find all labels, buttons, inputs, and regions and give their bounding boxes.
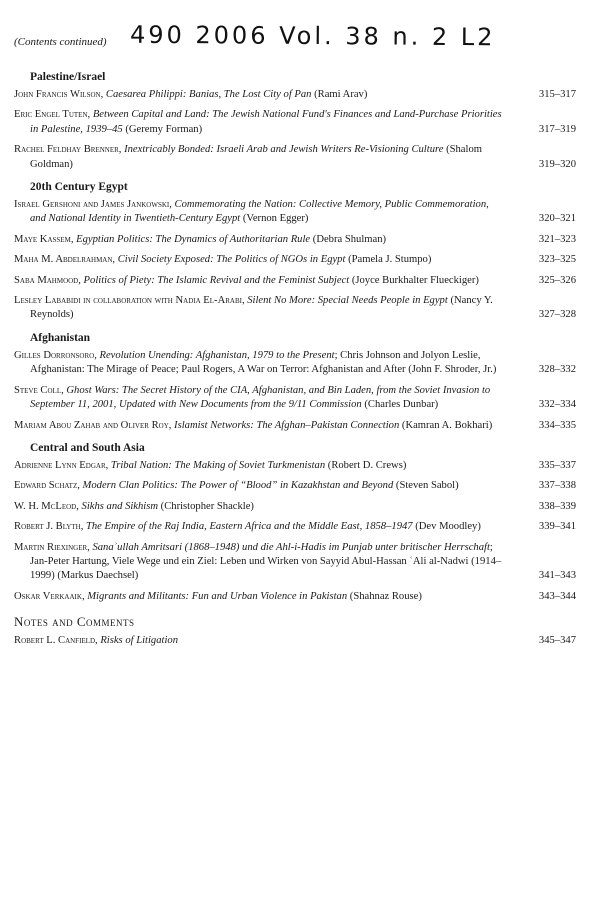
entry-separator: , (77, 480, 83, 492)
entry-rest: (Rami Arav) (311, 89, 368, 100)
entry-author: Robert L. Canfield (14, 635, 96, 647)
entry-pages: 328–332 (538, 364, 576, 376)
entry-text (14, 233, 506, 247)
entry-title: Sikhs and Sikhism (81, 500, 159, 512)
entry-pages: 327–328 (538, 309, 576, 321)
toc-entry (14, 349, 586, 378)
entry-pages: 323–325 (538, 254, 576, 266)
toc-entry (14, 634, 586, 648)
entry-author: Lesley Lababidi in collaboration with Nadia El-Arabi (14, 295, 242, 307)
entry-rest: (Christopher Shackle) (158, 500, 254, 512)
entry-separator: , (118, 144, 125, 156)
entry-title: Sanaʾullah Amritsari (1868–1948) und die Ahl-i-Hadis im Punjab unter britischer Herrschaft (92, 541, 490, 553)
entry-separator: , (87, 541, 93, 553)
entry-pages: 338–339 (538, 500, 576, 512)
entry-rest: (Geremy Forman) (122, 123, 203, 135)
section-heading: Palestine/Israel (30, 71, 106, 83)
entry-separator: , (95, 635, 101, 647)
entry-separator: , (81, 590, 88, 602)
toc-entry (14, 384, 586, 413)
entry-text (14, 479, 506, 493)
entry-pages: 325–326 (538, 274, 576, 286)
entry-author: W. H. McLeod (14, 500, 77, 512)
toc-entry (14, 479, 586, 493)
table-of-contents (14, 70, 586, 655)
entry-author: Mariam Abou Zahab and Oliver Roy (14, 419, 169, 431)
section-heading: 20th Century Egypt (30, 181, 128, 194)
entry-text (14, 294, 506, 323)
toc-entry (14, 419, 586, 433)
entry-title: Risks of Litigation (100, 635, 179, 647)
entry-author: Eric Engel Tuten (14, 109, 88, 121)
entry-separator: , (100, 89, 106, 100)
entry-pages: 319–320 (538, 158, 576, 170)
entry-title: Migrants and Militants: Fun and Urban Violence in Pakistan (87, 590, 348, 602)
entry-author: Gilles Dorronsoro (14, 349, 95, 361)
entry-text (14, 520, 506, 534)
entry-separator: , (78, 274, 84, 286)
entry-pages: 345–347 (538, 635, 576, 647)
entry-title: Silent No More: Special Needs People in Egypt (247, 295, 448, 307)
toc-entry (14, 253, 586, 267)
entry-rest: (Shalom Goldman) (30, 144, 482, 170)
toc-entry (14, 274, 586, 288)
entry-separator: , (169, 199, 175, 211)
entry-pages: 315–317 (538, 89, 576, 100)
entry-title: Commemorating the Nation: Collective Memory, Public Commemoration, and National Identity in Twentieth-Century Egypt (30, 199, 489, 225)
entry-rest: (Steven Sabol) (393, 480, 459, 492)
entry-title: The Empire of the Raj India, Eastern Africa and the Middle East, 1858–1947 (85, 521, 413, 533)
entry-text (14, 590, 506, 604)
entry-separator: , (168, 419, 175, 431)
entry-title: Egyptian Politics: The Dynamics of Authoritarian Rule (76, 233, 311, 245)
entry-rest: (Vernon Egger) (240, 213, 309, 225)
entry-separator: , (241, 295, 248, 307)
entry-rest: (Pamela J. Stumpo) (345, 254, 432, 266)
entry-title: Modern Clan Politics: The Power of “Blood” in Kazakhstan and Beyond (82, 480, 394, 492)
entry-separator: , (94, 349, 100, 361)
entry-rest: ; Chris Johnson and Jolyon Leslie, Afghanistan: The Mirage of Peace; Paul Rogers, A War on Terror: Afghanistan and After (John F. Shroder, Jr.) (30, 349, 497, 376)
entry-author: Saba Mahmood (14, 274, 79, 286)
entry-title: Caesarea Philippi: Banias, The Lost City of Pan (105, 89, 312, 100)
entry-author: Oskar Verkaaik (14, 590, 82, 602)
entry-author: Maha M. Abdelrahman (14, 254, 113, 266)
entry-text (14, 143, 506, 172)
entry-rest: (Kamran A. Bokhari) (399, 419, 493, 431)
entry-rest: (Robert D. Crews) (325, 459, 407, 471)
entry-title: Between Capital and Land: The Jewish National Fund's Finances and Land-Purchase Priorities in Palestine, 1939–45 (30, 109, 502, 135)
entry-author: Steve Coll (14, 384, 62, 396)
entry-separator: , (80, 521, 86, 533)
entry-pages: 332–334 (538, 399, 576, 411)
toc-entry (14, 108, 586, 137)
entry-author: Rachel Feldhay Brenner (14, 144, 119, 156)
header (14, 20, 584, 54)
entry-title: Civil Society Exposed: The Politics of NGOs in Egypt (117, 254, 346, 266)
entry-rest: (Shahnaz Rouse) (347, 590, 422, 602)
entry-text (14, 274, 506, 288)
toc-entry (14, 143, 586, 172)
notes-heading: Notes and Comments (14, 614, 135, 630)
toc-entry (14, 541, 586, 584)
entry-text (14, 500, 506, 514)
entry-author: Israel Gershoni and James Jankowski (14, 199, 170, 211)
entry-pages: 339–341 (538, 521, 576, 533)
entry-author: Robert J. Blyth (14, 521, 81, 533)
entry-rest: (Dev Moodley) (412, 521, 481, 533)
entry-title: Ghost Wars: The Secret History of the CIA, Afghanistan, and Bin Laden, from the Soviet Invasion to September 11, 2001, Updated with New Documents from the 9/11 Commission (30, 384, 491, 411)
entry-title: Inextricably Bonded: Israeli Arab and Jewish Writers Re-Visioning Culture (124, 144, 444, 156)
entry-separator: , (76, 500, 82, 512)
entry-text (14, 198, 506, 227)
entry-pages: 317–319 (538, 123, 576, 135)
entry-title: Politics of Piety: The Islamic Revival and the Feminist Subject (83, 274, 350, 286)
entry-pages: 320–321 (538, 213, 576, 225)
entry-rest: (Debra Shulman) (310, 233, 387, 245)
entry-pages: 337–338 (538, 480, 576, 492)
entry-separator: , (70, 233, 77, 245)
entry-rest: (Nancy Y. Reynolds) (30, 295, 493, 321)
entry-author: Edward Schatz (14, 480, 78, 492)
entry-separator: , (105, 459, 111, 471)
entry-author: John Francis Wilson (14, 89, 101, 100)
section-heading: Central and South Asia (30, 441, 145, 454)
entry-text (14, 541, 506, 584)
handwritten-note: 490 2006 Vol. 38 n. 2 L2 (129, 20, 496, 52)
entry-author: Maye Kassem (14, 233, 71, 245)
entry-separator: , (87, 109, 93, 121)
entry-title: Revolution Unending: Afghanistan, 1979 to the Present (99, 349, 335, 361)
entry-title: Islamist Networks: The Afghan–Pakistan Connection (174, 419, 400, 431)
toc-entry (14, 500, 586, 514)
toc-entry (14, 294, 586, 323)
toc-entry (14, 233, 586, 247)
toc-entry (14, 459, 586, 473)
entry-title: Tribal Nation: The Making of Soviet Turkmenistan (110, 459, 326, 471)
contents-continued-label: (Contents continued) (14, 36, 107, 48)
entry-text (14, 253, 506, 267)
entry-separator: , (112, 254, 118, 266)
toc-entry (14, 198, 586, 227)
entry-rest: ; Jan-Peter Hartung, Viele Wege und ein Ziel: Leben und Wirken von Sayyid Abul-Hassan ʿAli al-Nadwi (1914–1999) (Markus Daechsel) (30, 541, 502, 582)
entry-rest: (Joyce Burkhalter Flueckiger) (349, 274, 479, 286)
entry-text (14, 459, 506, 473)
entry-author: Adrienne Lynn Edgar (14, 459, 106, 471)
entry-pages: 321–323 (538, 233, 576, 245)
entry-text (14, 88, 506, 102)
entry-pages: 343–344 (538, 590, 576, 602)
section-heading: Afghanistan (30, 331, 91, 344)
toc-entry (14, 520, 586, 534)
entry-text (14, 634, 506, 648)
entry-pages: 341–343 (538, 570, 576, 582)
toc-entry (14, 88, 586, 102)
entry-separator: , (61, 384, 67, 396)
entry-pages: 335–337 (538, 459, 576, 471)
entry-rest: (Charles Dunbar) (361, 399, 439, 411)
entry-text (14, 419, 506, 433)
entry-text (14, 349, 506, 378)
entry-text (14, 108, 506, 137)
entry-author: Martin Riexinger (14, 541, 88, 553)
entry-text (14, 384, 506, 413)
entry-pages: 334–335 (538, 419, 576, 431)
toc-entry (14, 590, 586, 604)
